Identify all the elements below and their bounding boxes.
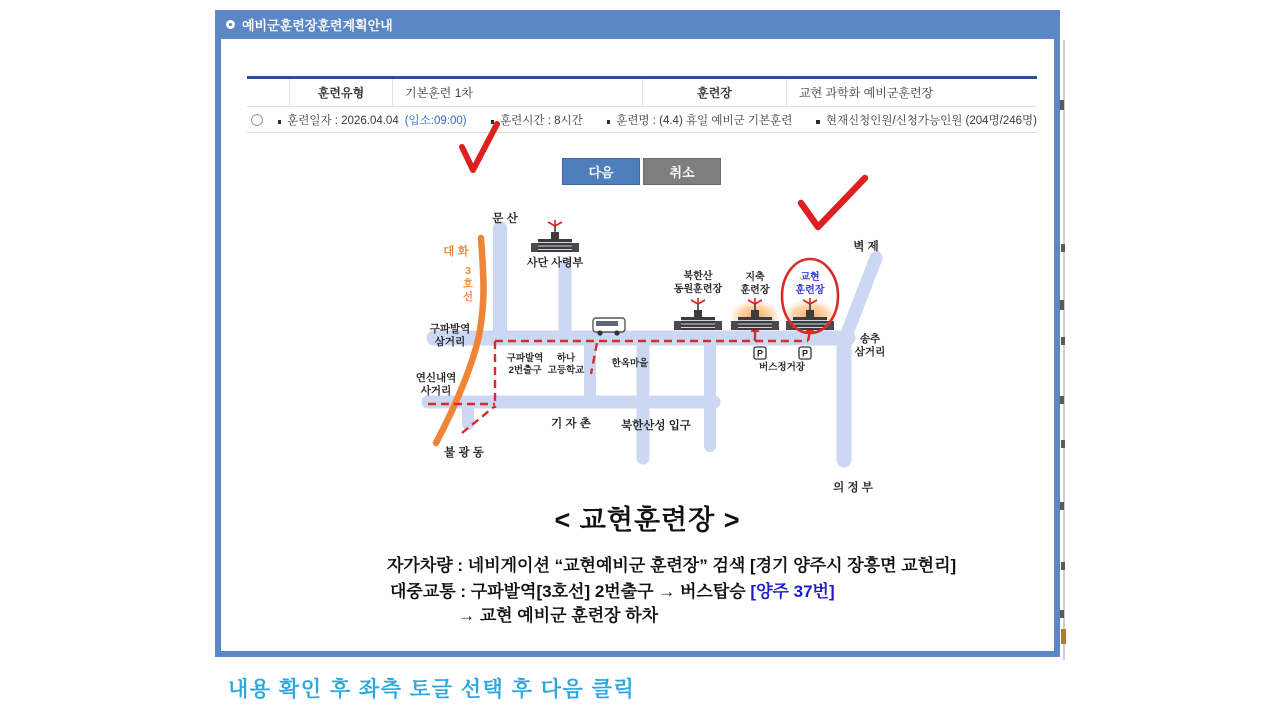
parking-icon — [754, 347, 766, 359]
map-label-songchu: 송추 — [859, 333, 881, 345]
window-titlebar — [215, 10, 1060, 39]
background-page-sliver — [1060, 100, 1064, 110]
training-detail-items — [268, 112, 1037, 128]
applicant-count-text: 현재신청인원/신청가능인원 (204명/246명) — [825, 114, 1037, 127]
window-title: 예비군훈련장훈련계획안내 — [242, 18, 393, 33]
training-select-radio[interactable] — [251, 114, 263, 126]
instruction-caption: 내용 확인 후 좌측 토글 선택 후 다음 클릭 — [228, 678, 636, 701]
header-training-type-label: 훈련유형 — [290, 79, 393, 106]
parking-icon — [799, 347, 811, 359]
map-title: < 교현훈련장 > — [554, 505, 741, 535]
map-label-yeonsinnae: 사거리 — [420, 385, 452, 397]
training-hours-text: 훈련시간 : 8시간 — [500, 114, 583, 127]
applicant-count-item — [816, 112, 1037, 128]
map-label-gijachon: 기 자 촌 — [551, 418, 591, 430]
bukhansan-training-building-icon — [674, 298, 722, 330]
background-page-sliver — [1060, 610, 1064, 618]
background-page-sliver — [1060, 502, 1064, 510]
gyohyeon-location-map — [411, 194, 901, 506]
map-label-gupabal-exit2: 구파발역 — [506, 353, 544, 364]
map-label-daehwa: 대 화 — [443, 246, 469, 258]
radio-cell — [247, 114, 268, 126]
background-page-sliver — [1061, 244, 1065, 252]
background-page-sliver — [1060, 396, 1064, 404]
map-label-gyohyeon-ground: 훈련장 — [795, 285, 825, 296]
bus-number-text: [양주 37번] — [750, 582, 835, 601]
header-training-place-label: 훈련장 — [643, 79, 787, 106]
map-label-hanok-village: 한옥마을 — [611, 358, 649, 369]
map-label-sadan-hq: 사단 사령부 — [526, 257, 584, 269]
map-label-gupabal-samgeori: 구파발역 — [429, 323, 471, 335]
bullet-icon — [607, 120, 611, 124]
map-label-hana-highschool: 하나 — [556, 353, 576, 364]
svg-text:P: P — [801, 348, 809, 359]
background-page-sliver — [1061, 440, 1065, 448]
background-page-sliver — [1061, 629, 1066, 644]
map-label-munsan: 문 산 — [492, 213, 518, 225]
directions-by-transit — [390, 577, 835, 602]
training-date-item — [278, 112, 467, 128]
entry-time-text: (입소:09:00) — [404, 114, 467, 127]
background-page-sliver — [1060, 300, 1064, 310]
bullet-icon — [491, 120, 495, 124]
training-name-item — [607, 112, 793, 128]
map-label-songchu: 삼거리 — [854, 346, 886, 358]
bus-route-dashed-line — [428, 341, 808, 433]
dialog-button-row — [562, 158, 721, 185]
training-plan-window — [215, 10, 1060, 657]
map-label-bukhansanseong: 북한산성 입구 — [621, 420, 691, 432]
header-training-type-value: 기본훈련 1차 — [393, 79, 643, 106]
map-label-line3: 3 — [465, 265, 471, 277]
table-header-row — [247, 79, 1037, 107]
map-label-gyohyeon-ground: 교현 — [800, 272, 820, 283]
map-label-jichuk-ground: 지축 — [745, 272, 765, 283]
svg-text:P: P — [756, 348, 764, 359]
map-label-byeokje: 벽 제 — [853, 241, 879, 253]
map-label-hana-highschool: 고등학교 — [547, 365, 585, 376]
bullet-icon — [816, 120, 820, 124]
directions-dropoff: → 교현 예비군 훈련장 하차 — [458, 606, 659, 625]
map-label-bulgwangdong: 불 광 동 — [444, 447, 484, 459]
directions-by-car: 자가차량 : 네비게이션 “교현예비군 훈련장” 검색 [경기 양주시 장흥면 교현리] — [387, 556, 957, 575]
training-name-text: 훈련명 : (4.4) 휴일 예비군 기본훈련 — [616, 114, 793, 127]
background-page-sliver — [1061, 337, 1065, 345]
header-radio-cell — [247, 79, 290, 106]
next-button[interactable]: 다음 — [562, 158, 640, 185]
map-label-gupabal-exit2: 2번출구 — [508, 365, 542, 376]
map-label-bukhansan-ground: 동원훈련장 — [673, 284, 723, 295]
cancel-button[interactable]: 취소 — [643, 158, 721, 185]
map-label-yeonsinnae: 연신내역 — [415, 372, 457, 384]
training-option-row — [247, 107, 1037, 133]
map-label-jichuk-ground: 훈련장 — [740, 285, 770, 296]
map-label-uijeongbu: 의 정 부 — [833, 482, 873, 494]
bullet-icon — [278, 120, 282, 124]
training-hours-item — [491, 112, 583, 128]
header-training-place-value: 교현 과학화 예비군훈련장 — [799, 86, 934, 100]
window-content — [221, 39, 1054, 651]
road-byeokje — [846, 258, 876, 336]
map-label-gupabal-samgeori: 삼거리 — [434, 336, 466, 348]
training-plan-table — [247, 76, 1037, 133]
training-date-text: 훈련일자 : 2026.04.04 — [287, 114, 399, 127]
map-label-line3: 호 — [462, 278, 474, 290]
title-bullet-icon — [226, 20, 235, 29]
map-label-bus-stop: 버스정거장 — [759, 362, 805, 373]
sadan-hq-building-icon — [531, 220, 579, 252]
map-label-line3: 선 — [462, 291, 474, 303]
transit-text: 대중교통 : 구파발역[3호선] 2번출구 → 버스탑승 — [390, 582, 751, 601]
background-page-sliver — [1061, 562, 1065, 570]
map-label-bukhansan-ground: 북한산 — [683, 271, 713, 282]
